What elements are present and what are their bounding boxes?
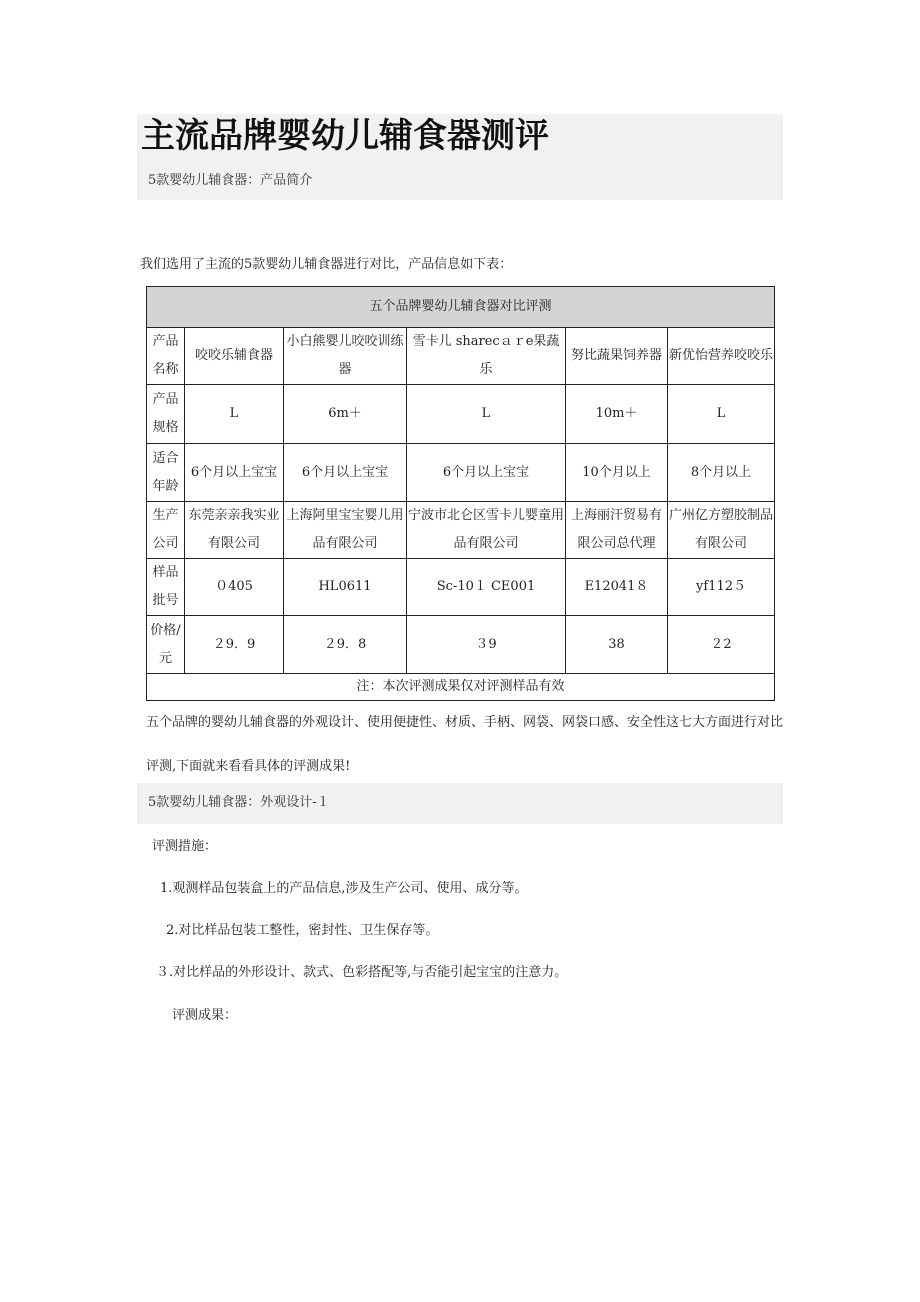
- list-item: 2.对比样品包装工整性，密封性、卫生保存等。: [166, 923, 439, 938]
- table-cell: E12041８: [566, 559, 668, 616]
- table-cell: 努比蔬果饲养器: [566, 328, 668, 385]
- table-row: [147, 559, 775, 616]
- table-row: [147, 616, 775, 674]
- table-cell: ２9．8: [284, 616, 407, 674]
- intro-paragraph: 我们选用了主流的5款婴幼儿辅食器进行对比，产品信息如下表：: [140, 257, 513, 272]
- section-heading: 5款婴幼儿辅食器：外观设计-１: [148, 795, 330, 810]
- table-cell: 8个月以上: [668, 444, 775, 502]
- list-item: ３.对比样品的外形设计、款式、色彩搭配等,与否能引起宝宝的注意力。: [156, 965, 568, 980]
- table-cell: 10m＋: [566, 385, 668, 444]
- row-header: 价格/元: [147, 616, 185, 674]
- result-label: 评测成果：: [172, 1008, 238, 1023]
- table-row: [147, 444, 775, 502]
- table-cell: L: [407, 385, 566, 444]
- table-cell: 10个月以上: [566, 444, 668, 502]
- table-row: [147, 328, 775, 385]
- table-cell: 上海丽汗贸易有限公司总代理: [566, 502, 668, 559]
- table-cell: 宁波市北仑区雪卡儿婴童用品有限公司: [407, 502, 566, 559]
- table-cell: 38: [566, 616, 668, 674]
- row-header: 样品批号: [147, 559, 185, 616]
- table-row: [147, 385, 775, 444]
- table-cell: 咬咬乐辅食器: [185, 328, 284, 385]
- page-title: 主流品牌婴幼儿辅食器测评: [141, 116, 549, 156]
- table-row: [147, 502, 775, 559]
- table-cell: 上海阿里宝宝婴儿用品有限公司: [284, 502, 407, 559]
- table-cell: 6个月以上宝宝: [284, 444, 407, 502]
- row-header: 产品规格: [147, 385, 185, 444]
- table-cell: ２2: [668, 616, 775, 674]
- table-caption: 五个品牌婴幼儿辅食器对比评测: [147, 287, 775, 328]
- row-header: 生产公司: [147, 502, 185, 559]
- table-cell: Sc-10１ CE001: [407, 559, 566, 616]
- table-cell: L: [668, 385, 775, 444]
- section-subtitle: 5款婴幼儿辅食器：产品简介: [148, 173, 313, 188]
- list-item: 1.观测样品包装盒上的产品信息,涉及生产公司、使用、成分等。: [160, 881, 528, 896]
- table-cell: ０405: [185, 559, 284, 616]
- table-cell: yf112５: [668, 559, 775, 616]
- table-note: 注：本次评测成果仅对评测样品有效: [147, 674, 775, 701]
- table-cell: HL0611: [284, 559, 407, 616]
- table-cell: 小白熊婴儿咬咬训练器: [284, 328, 407, 385]
- table-cell: L: [185, 385, 284, 444]
- table-cell: 东莞亲亲我实业有限公司: [185, 502, 284, 559]
- table-cell: 6个月以上宝宝: [185, 444, 284, 502]
- row-header: 适合年龄: [147, 444, 185, 502]
- row-header: 产品名称: [147, 328, 185, 385]
- comparison-table: [146, 286, 775, 701]
- table-cell: 雪卡儿 sharecａｒe果蔬乐: [407, 328, 566, 385]
- method-label: 评测措施：: [152, 839, 218, 854]
- table-cell: 6个月以上宝宝: [407, 444, 566, 502]
- summary-paragraph: 五个品牌的婴幼儿辅食器的外观设计、使用便捷性、材质、手柄、网袋、网袋口感、安全性这七大方面进行对比评测,下面就来看看具体的评测成果!: [146, 715, 784, 774]
- table-cell: 广州亿方塑胶制品有限公司: [668, 502, 775, 559]
- table-cell: 6m＋: [284, 385, 407, 444]
- table-cell: ２9．9: [185, 616, 284, 674]
- table-cell: ３9: [407, 616, 566, 674]
- table-cell: 新优怡营养咬咬乐: [668, 328, 775, 385]
